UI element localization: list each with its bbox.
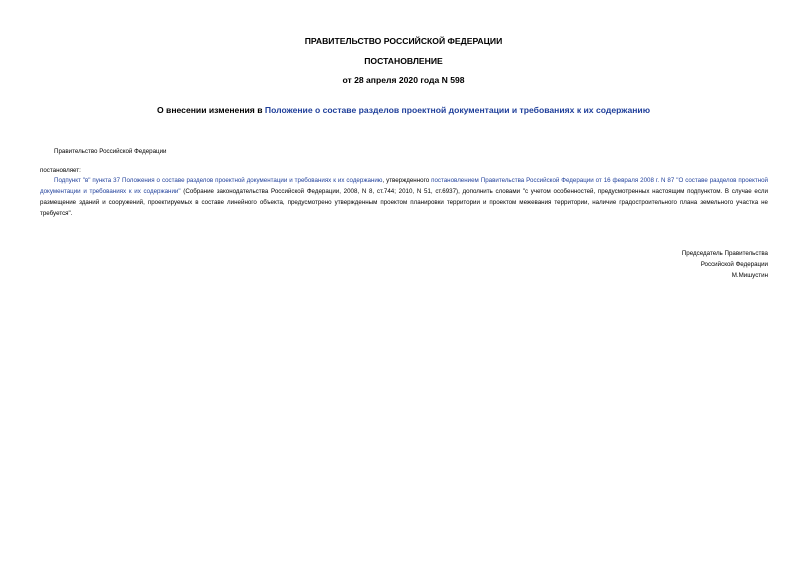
- paragraph-text-1: , утвержденного: [382, 177, 432, 184]
- title-prefix: О внесении изменения в: [156, 105, 265, 115]
- resolves-text: постановляет:: [40, 167, 81, 174]
- amendment-paragraph: [40, 175, 768, 219]
- signature-title-line: Председатель Правительства: [681, 250, 768, 257]
- date-number-heading: от 28 апреля 2020 года N 598: [342, 75, 465, 85]
- resolution-link[interactable]: постановлением Правительства Российской Федерации от 16 февраля 2008 г. N 87 "О составе разделов проектной документации и требованиях к их содержании": [40, 177, 769, 195]
- government-heading: ПРАВИТЕЛЬСТВО РОССИЙСКОЙ ФЕДЕРАЦИИ: [304, 36, 503, 46]
- title-link[interactable]: Положение о составе разделов проектной документации и требованиях к их содержанию: [264, 105, 651, 115]
- document-type-heading: ПОСТАНОВЛЕНИЕ: [364, 56, 443, 66]
- document-title: [0, 105, 807, 116]
- paragraph-text-2: (Собрание законодательства Российской Федерации, 2008, N 8, ст.744; 2010, N 51, ст.6937), дополнить словами "с учетом особенностей, предусмотренных настоящим подпунктом. В случае если размещение зданий и сооружений, проектируемых в составе линейного объекта, предусмотрено утвержденным проектом планировки территории и проектом межевания территории, наличие градостроительного плана земельного участка не требуется".: [40, 188, 768, 217]
- signature-country-line: Российской Федерации: [700, 261, 768, 268]
- signature-block: [682, 248, 768, 281]
- signature-name: М.Мишустин: [731, 272, 768, 279]
- subpoint-link[interactable]: Подпункт "в" пункта 37 Положения о составе разделов проектной документации и требованиях к их содержанию: [54, 177, 383, 184]
- preamble-text: Правительство Российской Федерации: [54, 148, 167, 155]
